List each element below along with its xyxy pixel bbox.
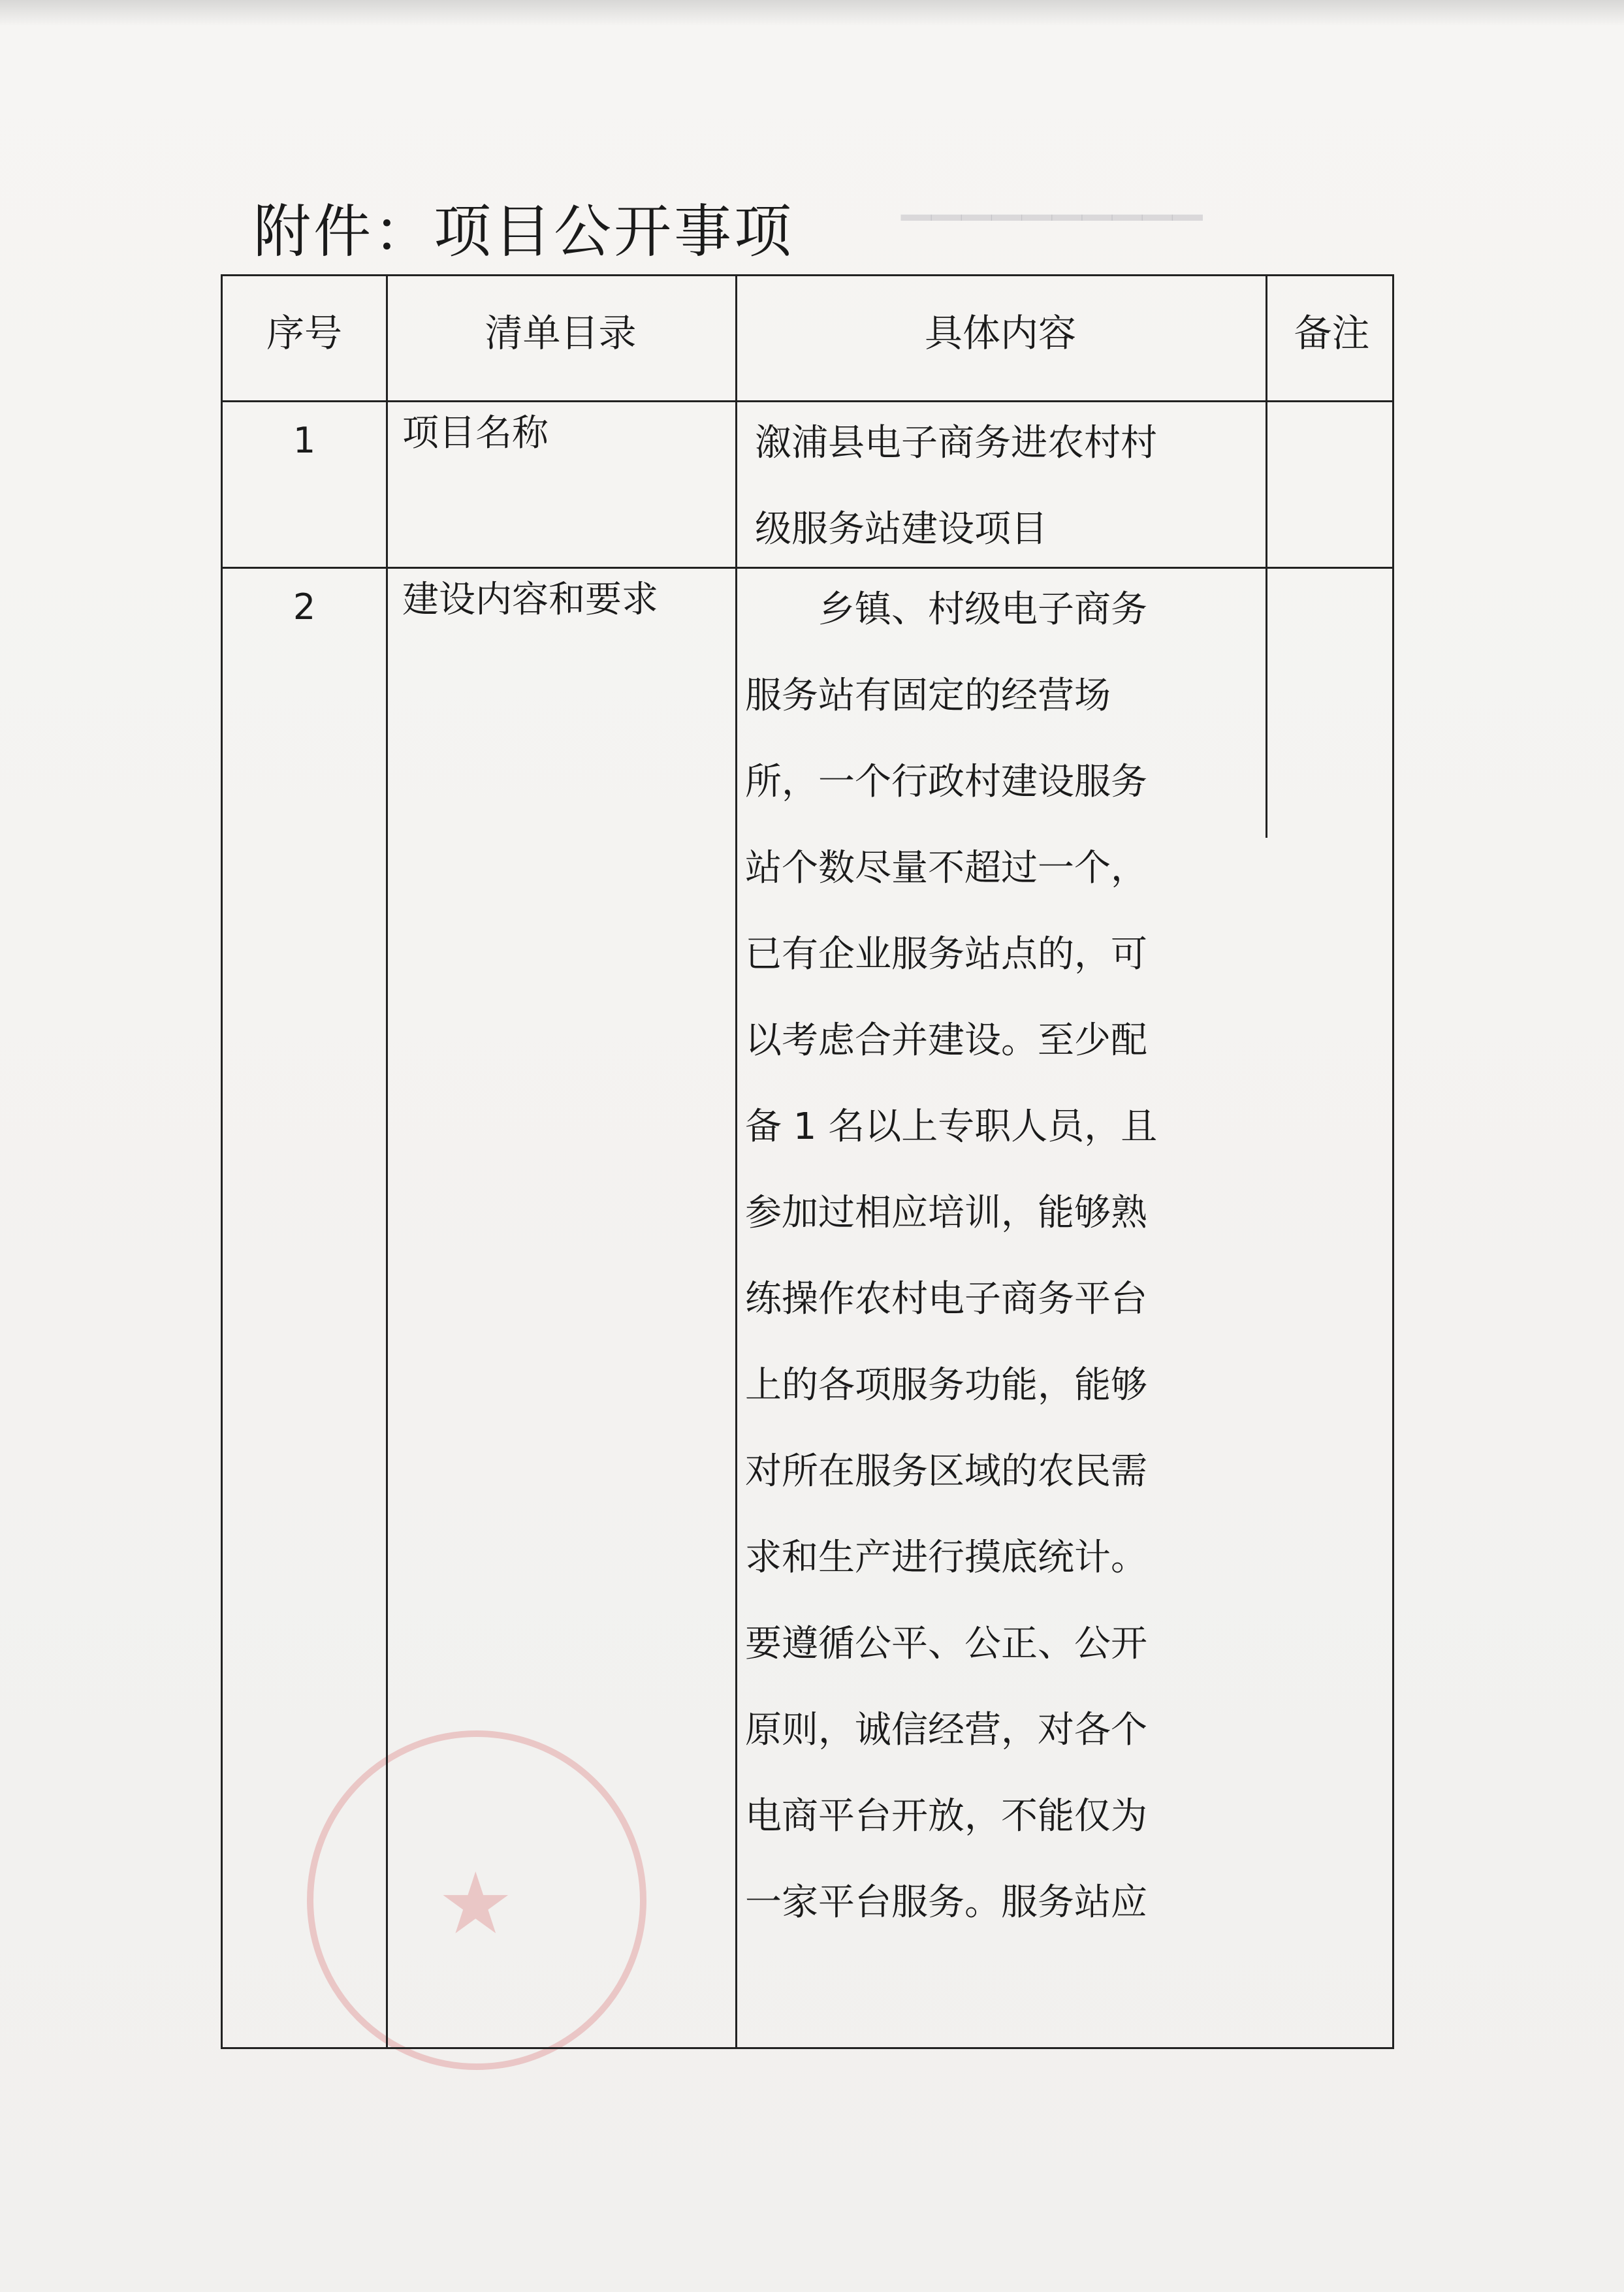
row-2-content-line: 求和生产进行摸底统计。 <box>745 1536 1147 1579</box>
header-cell-item: 清单目录 <box>485 311 637 355</box>
row-2-content-line: 一家平台服务。服务站应 <box>745 1881 1147 1924</box>
row-2-content-line: 服务站有固定的经营场 <box>745 675 1111 717</box>
row-1-content-line-1: 溆浦县电子商务进农村村 <box>755 422 1157 464</box>
row-2-content-line: 乡镇、村级电子商务 <box>818 588 1147 631</box>
row-2-content-line: 要遵循公平、公正、公开 <box>745 1623 1147 1665</box>
page-title: 附件：项目公开事项 <box>253 198 795 265</box>
row-2-no: 2 <box>293 586 316 628</box>
row-2-content-line: 电商平台开放，不能仅为 <box>745 1795 1147 1838</box>
row-2-content-line: 对所在服务区域的农民需 <box>745 1450 1147 1493</box>
row-2-content-line: 练操作农村电子商务平台 <box>745 1278 1147 1320</box>
items-table <box>221 274 1394 2049</box>
row-2-content-line: 原则，诚信经营，对各个 <box>745 1709 1147 1751</box>
row-2-content-line: 参加过相应培训，能够熟 <box>745 1192 1147 1234</box>
header-cell-note: 备注 <box>1294 311 1370 355</box>
row-2-content <box>745 567 1261 1946</box>
row-2-content-line: 所，一个行政村建设服务 <box>745 761 1147 803</box>
row-1-content-line-2: 级服务站建设项目 <box>755 508 1047 550</box>
row-1-item: 项目名称 <box>402 412 549 454</box>
row-2-item: 建设内容和要求 <box>402 579 658 621</box>
row-2-content-line: 以考虑合并建设。至少配 <box>745 1019 1147 1062</box>
row-2-content-line: 已有企业服务站点的，可 <box>745 933 1147 976</box>
header-cell-content: 具体内容 <box>924 311 1076 355</box>
bleed-through-texture: ▔▔▔▔▔▔▔▔▔▔ <box>901 215 1203 261</box>
seal-star-icon: ★ <box>438 1854 514 1953</box>
row-2-content-line: 备 1 名以上专职人员，且 <box>745 1106 1158 1148</box>
row-2-content-line: 站个数尽量不超过一个， <box>745 847 1147 889</box>
row-2-content-line: 上的各项服务功能，能够 <box>745 1364 1147 1407</box>
scan-edge-shadow <box>0 0 1624 26</box>
header-cell-no: 序号 <box>266 311 342 355</box>
row-1-no: 1 <box>293 420 316 461</box>
